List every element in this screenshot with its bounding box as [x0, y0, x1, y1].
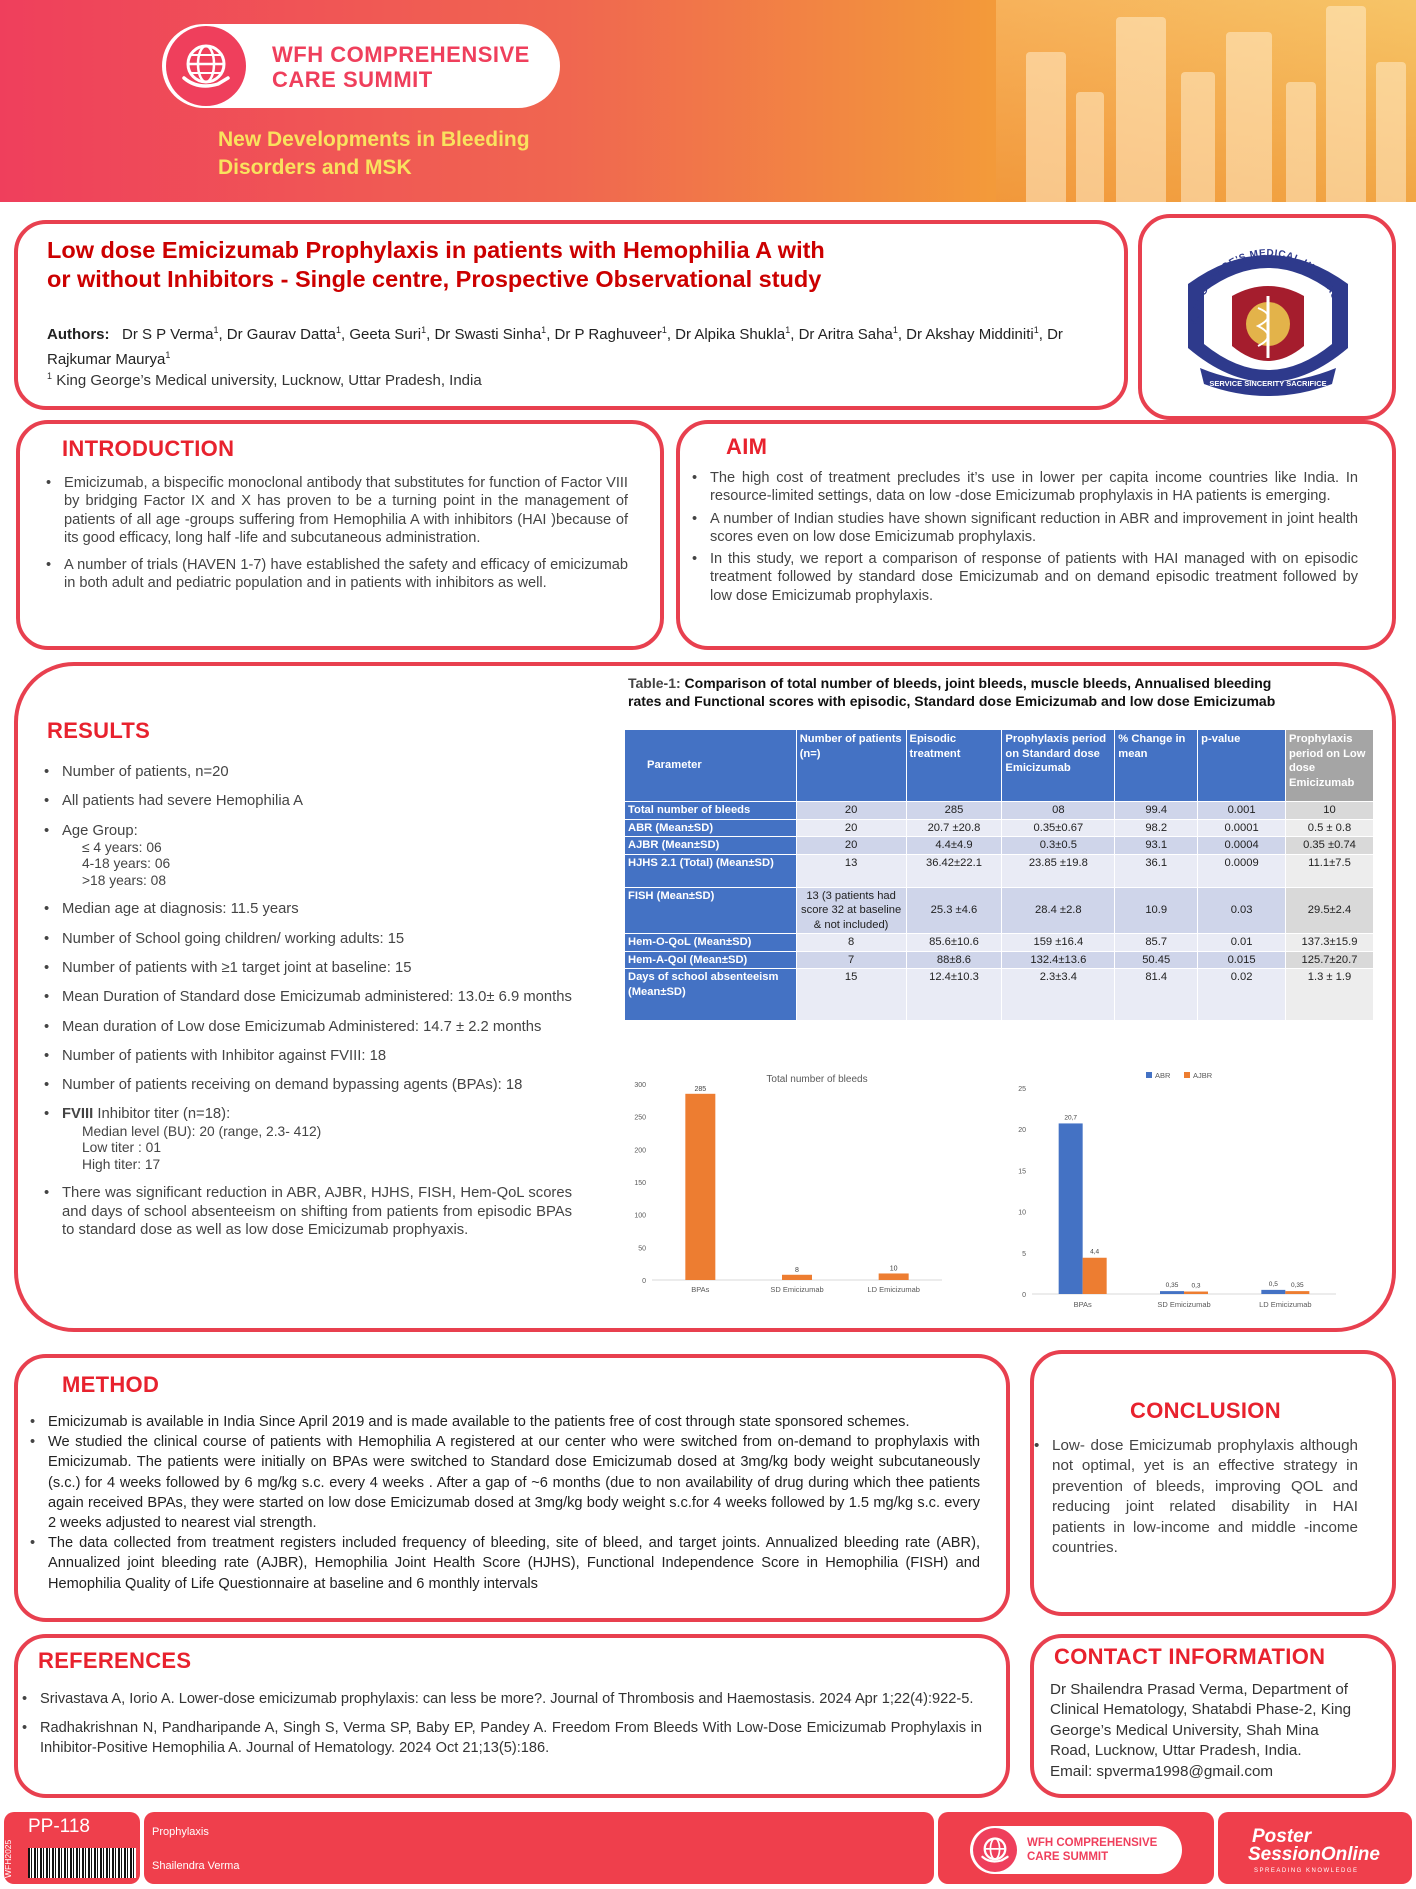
author: Dr Akshay Middiniti [906, 326, 1034, 343]
column-header: Prophylaxis period on Standard dose Emicizumab [1002, 730, 1115, 802]
list-item: • There was significant reduction in ABR, AJBR, HJHS, FISH, Hem-QoL scores and days of school absenteeism on shifting from patients from episodic BPAs to standard dose as well as low dose Emicizumab prophyaxis. [44, 1184, 572, 1239]
author: Geeta Suri [349, 326, 422, 343]
y-tick-label: 0 [1022, 1292, 1026, 1299]
bar [879, 1273, 909, 1280]
data-label: 0,35 [1291, 1282, 1304, 1290]
table-row: ABR (Mean±SD) 20 20.7 ±20.8 0.35±0.67 98.2 0.0001 0.5 ± 0.8 [625, 819, 1374, 837]
abr-ajbr-bar-chart [1006, 1066, 1356, 1316]
list-item: • Number of patients with Inhibitor against FVIII: 18 [44, 1047, 572, 1065]
list-item: • A number of Indian studies have shown significant reduction in ABR and improvement in joint health scores even on low dose Emicizumab prophylaxis. [692, 510, 1358, 547]
contact-email: Email: spverma1998@gmail.com [1050, 1763, 1274, 1780]
references-heading: REFERENCES [38, 1648, 192, 1673]
y-tick-label: 15 [1018, 1168, 1026, 1176]
column-header: Number of patients (n=) [796, 730, 906, 802]
y-tick-label: 200 [634, 1147, 646, 1155]
results-list [44, 763, 572, 1250]
list-item: • Number of patients, n=20 [44, 763, 572, 781]
titer-detail: Low titer : 01 [82, 1140, 161, 1156]
table-row: FISH (Mean±SD) 13 (3 patients had score 32 at baseline & not included) 25.3 ±4.6 28.4 ±2.8 10.9 0.03 29.5±2.4 [625, 887, 1374, 934]
author: Dr Rajkumar Maurya [47, 326, 1063, 368]
footer-author: Shailendra Verma [152, 1860, 240, 1872]
author: Dr P Raghuveer [554, 326, 662, 343]
list-item: • Emicizumab is available in India Since April 2019 and is made available to the patients free of cost through state sponsored schemes. [30, 1412, 980, 1432]
list-item: • The high cost of treatment precludes it’s use in lower per capita income countries like India. In resource-limited settings, data on low -dose Emicizumab prophylaxis in HA patients is emerging. [692, 469, 1358, 506]
list-item: • Number of patients receiving on demand bypassing agents (BPAs): 18 [44, 1076, 572, 1094]
table-row: Hem-A-Qol (Mean±SD) 7 88±8.6 132.4±13.6 50.45 0.015 125.7±20.7 [625, 951, 1374, 969]
x-tick-label: BPAs [1073, 1300, 1092, 1309]
author-list: Authors: Dr S P Verma$^1$, Dr Gaurav Datta$^1$, Geeta Suri$^1$, Dr Swasti Sinha$^1$, Dr P Raghuveer$^1$, Dr Alpika Shukla$^1$, Dr Aritra Saha$^1$, Dr Akshay Middiniti$^1$, Dr Rajkumar Maurya$^1$ [47, 325, 1063, 368]
globe-hand-icon [973, 1828, 1017, 1872]
data-label: 285 [694, 1085, 707, 1093]
x-tick-label: BPAs [691, 1285, 710, 1294]
table-caption: Table-1: Comparison of total number of bleeds, joint bleeds, muscle bleeds, Annualised bleeding rates and Functional scores with episodic, Standard dose Emicizumab and low dose Emicizumab [628, 675, 1276, 709]
introduction-list [46, 474, 628, 602]
x-tick-label: SD Emicizumab [1157, 1300, 1211, 1309]
column-header: p-value [1198, 730, 1286, 802]
conclusion-list [1034, 1436, 1358, 1558]
legend-label: ABR [1155, 1071, 1171, 1080]
list-item: • We studied the clinical course of patients with Hemophilia A registered at our center who were switched from on-demand to prophylaxis with Emicizumab. The patients were initially on BPAs were switched to Standard dose Emicizumab dosed at 3mg/kg body weight subcutaneously (s.c.) for 4 weeks followed by 6 mg/kg s.c. every 4 weeks . After a gap of ~6 months (due to non availability of drug during which thee patients again received BPAs, they were started on low dose Emicizumab dosed at 3mg/kg body weight s.c.for 4 weeks followed by 1.5 mg/kg s.c. every 2 weeks adjusted to nearest vial strength. [30, 1432, 980, 1533]
x-tick-label: LD Emicizumab [867, 1285, 920, 1294]
bar [1160, 1291, 1184, 1294]
author: Dr Aritra Saha [798, 326, 893, 343]
footer-vertical-label: WFH2025 [3, 1839, 13, 1878]
data-label: 8 [795, 1266, 799, 1274]
introduction-heading: INTRODUCTION [62, 436, 235, 461]
list-item: • In this study, we report a comparison of response of patients with HAI managed with on episodic treatment followed by standard dose Emicizumab and on demand episodic treatment followed by low dose Emicizumab prophylaxis. [692, 550, 1358, 605]
wfh-logo-text: WFH COMPREHENSIVE CARE SUMMIT [272, 42, 530, 92]
table-row: Days of school absenteeism (Mean±SD) 15 12.4±10.3 2.3±3.4 81.4 0.02 1.3 ± 1.9 [625, 969, 1374, 1021]
x-tick-label: LD Emicizumab [1259, 1300, 1312, 1309]
column-header: % Change in mean [1115, 730, 1198, 802]
column-header: Episodic treatment [906, 730, 1002, 802]
method-list [30, 1412, 980, 1594]
author: Dr S P Verma [122, 326, 214, 343]
x-tick-label: SD Emicizumab [770, 1285, 824, 1294]
age-group: 4-18 years: 06 [82, 856, 171, 872]
list-item: • Mean Duration of Standard dose Emicizumab administered: 13.0± 6.9 months [44, 988, 572, 1006]
list-item: • Low- dose Emicizumab prophylaxis although not optimal, yet is an effective strategy in prevention of bleeds, improving QOL and reducing joint related disability in HAI patients in low-income and middle -income countries. [1034, 1436, 1358, 1558]
table-row: HJHS 2.1 (Total) (Mean±SD) 13 36.42±22.1 23.85 ±19.8 36.1 0.0009 11.1±7.5 [625, 854, 1374, 887]
bar [1083, 1258, 1107, 1294]
list-item: • Age Group: ≤ 4 years: 06 4-18 years: 06 >18 years: 08 [44, 822, 572, 890]
bar [1261, 1290, 1285, 1294]
chart-title: Total number of bleeds [766, 1074, 868, 1085]
poster-title: Low dose Emicizumab Prophylaxis in patients with Hemophilia A with or without Inhibitors - Single centre, Prospective Observational study [47, 237, 825, 292]
list-item: • A number of trials (HAVEN 1-7) have established the safety and efficacy of emicizumab in both adult and pediatric population and in patients with inhibitors as well. [46, 556, 628, 593]
data-label: 0,5 [1268, 1280, 1278, 1288]
data-label: 4,4 [1090, 1248, 1100, 1256]
table-row: Hem-O-QoL (Mean±SD) 8 85.6±10.6 159 ±16.4 85.7 0.01 137.3±15.9 [625, 934, 1374, 952]
globe-hand-icon [166, 26, 246, 106]
results-heading: RESULTS [47, 718, 151, 743]
data-label: 0,3 [1191, 1282, 1201, 1290]
bleeds-bar-chart [624, 1066, 954, 1306]
author: Dr Swasti Sinha [434, 326, 542, 343]
legend-swatch [1184, 1072, 1190, 1078]
bar [1285, 1291, 1309, 1294]
footer-info-block [144, 1812, 934, 1884]
y-tick-label: 150 [634, 1180, 646, 1187]
bar [1059, 1123, 1083, 1294]
method-heading: METHOD [62, 1372, 160, 1397]
poster-session-online-logo: Poster SessionOnline SPREADING KNOWLEDGE [1248, 1826, 1380, 1874]
city-skyline-image [996, 0, 1416, 202]
list-item: • The data collected from treatment registers included frequency of bleeding, site of bleed, and target joints. Annualized bleeding rate (ABR), Annualized joint bleeding rate (AJBR), Hemophilia Joint Health Score (HJHS), Functional Independence Score in Hemophilia (FISH) and Hemophilia Quality of Life Questionnaire at baseline and 6 monthly intervals [30, 1533, 980, 1594]
data-label: 0,35 [1165, 1282, 1179, 1290]
results-table [624, 729, 1374, 1021]
legend-swatch [1146, 1072, 1152, 1078]
column-header: Parameter [625, 730, 797, 802]
bar [782, 1275, 812, 1280]
svg-text:KING GEORGE'S MEDICAL UNIVERSI: KING GEORGE'S MEDICAL UNIVERSITY, [1189, 247, 1346, 327]
footer-topic: Prophylaxis [152, 1826, 209, 1838]
contact-heading: CONTACT INFORMATION [1054, 1644, 1326, 1669]
y-tick-label: 250 [634, 1114, 646, 1122]
list-item: • Srivastava A, Iorio A. Lower-dose emicizumab prophylaxis: can less be more?. Journal of Thrombosis and Haemostasis. 2024 Apr 1;22(4):922-5. [22, 1690, 982, 1709]
list-item: • Mean duration of Low dose Emicizumab Administered: 14.7 ± 2.2 months [44, 1018, 572, 1036]
data-label: 20,7 [1064, 1114, 1077, 1122]
poster-code: PP-118 [28, 1816, 90, 1837]
titer-detail: High titer: 17 [82, 1156, 161, 1172]
list-item: • Number of School going children/ working adults: 15 [44, 930, 572, 948]
aim-list [692, 469, 1358, 609]
references-list [22, 1690, 982, 1768]
y-tick-label: 20 [1018, 1127, 1026, 1135]
author: Dr Gaurav Datta [226, 326, 337, 343]
y-tick-label: 5 [1022, 1250, 1026, 1258]
barcode-icon [28, 1848, 136, 1878]
column-header: Prophylaxis period on Low dose Emicizumab [1286, 730, 1374, 802]
y-tick-label: 0 [642, 1278, 646, 1285]
legend-label: AJBR [1193, 1071, 1213, 1080]
banner-tagline: New Developments in Bleeding Disorders and MSK [218, 128, 530, 179]
table-row: Total number of bleeds 20 285 08 99.4 0.001 10 [625, 802, 1374, 820]
list-item: • Number of patients with ≥1 target joint at baseline: 15 [44, 959, 572, 977]
author: Dr Alpika Shukla [675, 326, 786, 343]
list-item: • Radhakrishnan N, Pandharipande A, Singh S, Verma SP, Baby EP, Pandey A. Freedom From Bleeds With Low-Dose Emicizumab Prophylaxis in Inhibitor-Positive Hemophilia A. Journal of Hematology. 2024 Oct 21;13(5):186. [22, 1719, 982, 1758]
kgmu-seal-logo [1170, 226, 1366, 412]
y-tick-label: 300 [634, 1082, 646, 1089]
contact-address: Dr Shailendra Prasad Verma, Department of Clinical Hematology, Shatabdi Phase-2, King George’s Medical University, Shah Mina Road, Lucknow, Uttar Pradesh, India. [1050, 1681, 1352, 1759]
bar [685, 1094, 715, 1280]
aim-heading: AIM [726, 434, 768, 459]
list-item: • Emicizumab, a bispecific monoclonal antibody that substitutes for function of Factor VIII by bridging Factor IX and X has proven to be a turning point in the management of patients of all age -groups suffering from Hemophilia A with inhibitors (HAI )because of its good efficacy, long half -life and subcutaneous administration. [46, 474, 628, 547]
age-group: >18 years: 08 [82, 872, 166, 888]
bar [1184, 1292, 1208, 1294]
svg-text:SERVICE SINCERITY SACRIFICE: SERVICE SINCERITY SACRIFICE [1209, 379, 1327, 388]
titer-detail: Median level (BU): 20 (range, 2.3- 412) [82, 1123, 322, 1139]
y-tick-label: 25 [1018, 1086, 1026, 1093]
list-item: • Median age at diagnosis: 11.5 years [44, 900, 572, 918]
y-tick-label: 100 [634, 1212, 646, 1220]
table-row: AJBR (Mean±SD) 20 4.4±4.9 0.3±0.5 93.1 0.0004 0.35 ±0.74 [625, 837, 1374, 855]
data-label: 10 [889, 1265, 898, 1273]
conclusion-heading: CONCLUSION [1130, 1398, 1281, 1423]
y-tick-label: 50 [638, 1245, 646, 1253]
list-item: • All patients had severe Hemophilia A [44, 792, 572, 810]
y-tick-label: 10 [1018, 1209, 1026, 1217]
list-item: • FVIII Inhibitor titer (n=18): Median level (BU): 20 (range, 2.3- 412) Low titer : 01 High titer: 17 [44, 1105, 572, 1173]
footer-wfh-logo-text: WFH COMPREHENSIVE CARE SUMMIT [1027, 1837, 1158, 1863]
age-group: ≤ 4 years: 06 [82, 839, 162, 855]
affiliation: $^1$ King George’s Medical university, Lucknow, Uttar Pradesh, India [47, 371, 482, 389]
